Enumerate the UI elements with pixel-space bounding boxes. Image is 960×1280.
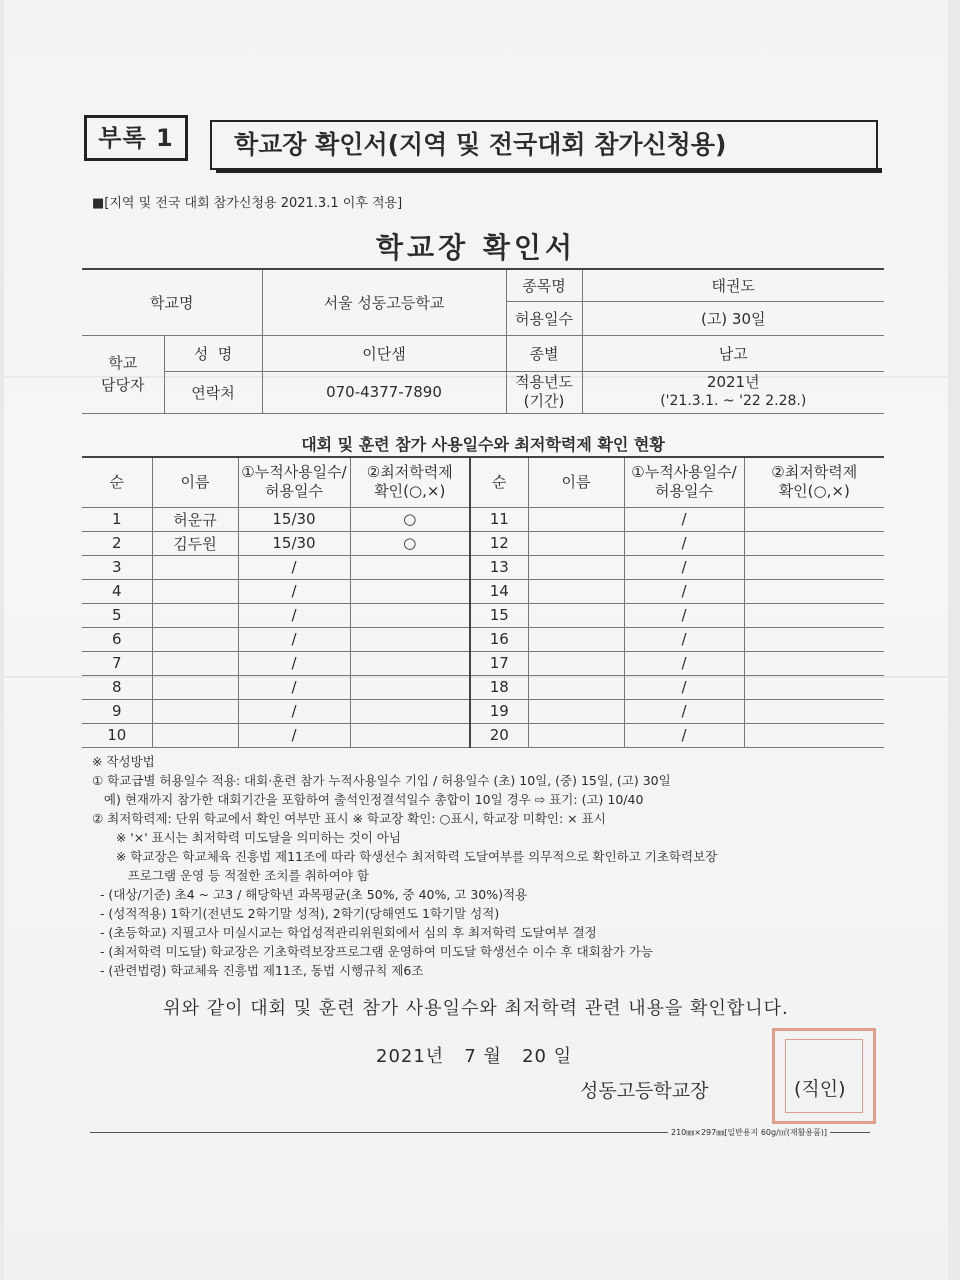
min-grade-check — [350, 675, 470, 699]
athlete-name — [528, 579, 624, 603]
issue-date: 2021년 7 월 20 일 — [376, 1046, 573, 1067]
row-number: 20 — [470, 723, 528, 747]
athlete-name — [152, 603, 238, 627]
header-name: 이름 — [152, 457, 238, 507]
header-check: ②최저학력제 확인(○,×) — [744, 457, 884, 507]
min-grade-check — [744, 579, 884, 603]
athlete-name — [528, 603, 624, 627]
days-used: / — [238, 627, 350, 651]
athlete-name — [528, 531, 624, 555]
header-days: ①누적사용일수/ 허용일수 — [624, 457, 744, 507]
athlete-name — [152, 579, 238, 603]
days-used: / — [624, 507, 744, 531]
athlete-name — [528, 627, 624, 651]
min-grade-check — [744, 555, 884, 579]
info-table — [82, 268, 884, 414]
table-row — [82, 603, 884, 627]
days-used: 15/30 — [238, 507, 350, 531]
days-used: / — [238, 651, 350, 675]
year-value: 2021년 — [706, 373, 760, 391]
header-days: ①누적사용일수/ 허용일수 — [238, 457, 350, 507]
min-grade-check — [744, 651, 884, 675]
event-value: 태권도 — [582, 269, 884, 301]
header-name: 이름 — [528, 457, 624, 507]
document-title: 학교장 확인서 — [375, 231, 577, 264]
days-used: / — [238, 579, 350, 603]
header-no: 순 — [470, 457, 528, 507]
table-row — [82, 651, 884, 675]
athlete-name — [528, 699, 624, 723]
header-check: ②최저학력제 확인(○,×) — [350, 457, 470, 507]
category-label: 종별 — [506, 335, 582, 371]
row-number: 2 — [82, 531, 152, 555]
days-used: / — [238, 603, 350, 627]
instruction-line: ② 최저학력제: 단위 학교에서 확인 여부만 표시 ※ 학교장 확인: ○표시, 학교장 미확인: × 표시 — [92, 811, 606, 826]
notice-text: ■[지역 및 전국 대회 참가신청용 2021.3.1 이후 적용] — [92, 196, 403, 211]
min-grade-check — [350, 627, 470, 651]
athlete-name: 허운규 — [152, 507, 238, 531]
athlete-name — [152, 555, 238, 579]
contact-label: 연락처 — [164, 371, 262, 413]
days-used: / — [238, 555, 350, 579]
row-number: 10 — [82, 723, 152, 747]
table-row — [82, 627, 884, 651]
athlete-name — [528, 723, 624, 747]
instruction-line: ※ '×' 표시는 최저학력 미도달을 의미하는 것이 아님 — [92, 830, 401, 845]
min-grade-check — [744, 699, 884, 723]
row-number: 1 — [82, 507, 152, 531]
row-number: 13 — [470, 555, 528, 579]
section-title: 대회 및 훈련 참가 사용일수와 최저학력제 확인 현황 — [301, 435, 665, 454]
athlete-name — [528, 555, 624, 579]
table-row — [82, 555, 884, 579]
row-number: 17 — [470, 651, 528, 675]
days-used: / — [624, 603, 744, 627]
row-number: 12 — [470, 531, 528, 555]
min-grade-check — [350, 603, 470, 627]
instruction-line: - (관련법령) 학교체육 진흥법 제11조, 동법 시행규칙 제6조 — [92, 963, 424, 978]
athlete-name — [528, 507, 624, 531]
row-number: 19 — [470, 699, 528, 723]
min-grade-check — [350, 723, 470, 747]
row-number: 5 — [82, 603, 152, 627]
row-number: 11 — [470, 507, 528, 531]
header-no: 순 — [82, 457, 152, 507]
min-grade-check — [744, 723, 884, 747]
name-label: 성 명 — [164, 335, 262, 371]
min-grade-check — [744, 507, 884, 531]
days-used: / — [624, 651, 744, 675]
athlete-name: 김두원 — [152, 531, 238, 555]
row-number: 4 — [82, 579, 152, 603]
instruction-line: 예) 현재까지 참가한 대회기간을 포함하여 출석인정결석일수 총합이 10일 경우 ⇨ 표기: (고) 10/40 — [92, 792, 644, 807]
row-number: 7 — [82, 651, 152, 675]
athlete-name — [528, 675, 624, 699]
row-number: 14 — [470, 579, 528, 603]
instruction-line: - (최저학력 미도달) 학교장은 기초학력보장프로그램 운영하여 미도달 학생선수 이수 후 대회참가 가능 — [92, 944, 653, 959]
paper-spec: 210㎜×297㎜[일반용지 60g/㎡(재활용품)] — [668, 1127, 830, 1138]
table-row — [82, 531, 884, 555]
min-grade-check: ○ — [350, 531, 470, 555]
row-number: 8 — [82, 675, 152, 699]
box-title: 학교장 확인서(지역 및 전국대회 참가신청용) — [210, 120, 878, 170]
athlete-name — [152, 699, 238, 723]
days-used: / — [238, 723, 350, 747]
athlete-name — [152, 675, 238, 699]
name-value: 이단샘 — [262, 335, 506, 371]
row-number: 9 — [82, 699, 152, 723]
document-page — [4, 0, 948, 1280]
contact-value: 070-4377-7890 — [262, 371, 506, 413]
year-label: 적용년도 (기간) — [506, 371, 582, 413]
table-row — [82, 723, 884, 747]
row-number: 16 — [470, 627, 528, 651]
year-period: ('21.3.1. ~ '22 2.28.) — [660, 393, 807, 409]
allowed-value: (고) 30일 — [582, 301, 884, 335]
manager-label: 학교 담당자 — [82, 335, 164, 413]
appendix-tag: 부록 1 — [84, 115, 188, 161]
row-number: 18 — [470, 675, 528, 699]
days-used: / — [624, 699, 744, 723]
row-number: 3 — [82, 555, 152, 579]
table-row — [82, 507, 884, 531]
min-grade-check — [350, 651, 470, 675]
principal-name: 성동고등학교장 — [580, 1080, 709, 1102]
min-grade-check — [350, 555, 470, 579]
table-row — [82, 579, 884, 603]
athlete-name — [528, 651, 624, 675]
days-used: / — [238, 675, 350, 699]
days-used: 15/30 — [238, 531, 350, 555]
instruction-line: ※ 학교장은 학교체육 진흥법 제11조에 따라 학생선수 최저학력 도달여부를 의무적으로 확인하고 기초학력보장 — [92, 849, 718, 864]
row-number: 6 — [82, 627, 152, 651]
min-grade-check — [744, 675, 884, 699]
instruction-line: - (성적적용) 1학기(전년도 2학기말 성적), 2학기(당해연도 1학기말 성적) — [92, 906, 500, 921]
writing-instructions — [92, 752, 892, 980]
days-used: / — [624, 531, 744, 555]
table-row — [82, 675, 884, 699]
row-number: 15 — [470, 603, 528, 627]
min-grade-check — [350, 579, 470, 603]
min-grade-check: ○ — [350, 507, 470, 531]
days-used: / — [624, 579, 744, 603]
instruction-line: ※ 작성방법 — [92, 754, 155, 769]
days-used: / — [624, 675, 744, 699]
instruction-line: - (대상/기준) 초4 ~ 고3 / 해당학년 과목평균(초 50%, 중 40%, 고 30%)적용 — [92, 887, 528, 902]
event-label: 종목명 — [506, 269, 582, 301]
athlete-name — [152, 723, 238, 747]
year-cell — [582, 371, 884, 413]
roster-table — [82, 456, 884, 748]
min-grade-check — [744, 627, 884, 651]
allowed-label: 허용일수 — [506, 301, 582, 335]
instruction-line: ① 학교급별 허용일수 적용: 대회·훈련 참가 누적사용일수 기입 / 허용일수 (초) 10일, (중) 15일, (고) 30일 — [92, 773, 671, 788]
table-row — [82, 699, 884, 723]
days-used: / — [238, 699, 350, 723]
confirmation-text: 위와 같이 대회 및 훈련 참가 사용일수와 최저학력 관련 내용을 확인합니다. — [163, 998, 789, 1019]
days-used: / — [624, 723, 744, 747]
seal-label: (직인) — [794, 1078, 846, 1100]
days-used: / — [624, 555, 744, 579]
min-grade-check — [744, 603, 884, 627]
min-grade-check — [350, 699, 470, 723]
instruction-line: - (초등학교) 지필고사 미실시교는 학업성적관리위원회에서 심의 후 최저학력 도달여부 결정 — [92, 925, 597, 940]
days-used: / — [624, 627, 744, 651]
athlete-name — [152, 651, 238, 675]
category-value: 남고 — [582, 335, 884, 371]
instruction-line: 프로그램 운영 등 적절한 조치를 취하여야 함 — [92, 868, 369, 883]
school-value: 서울 성동고등학교 — [262, 269, 506, 335]
min-grade-check — [744, 531, 884, 555]
athlete-name — [152, 627, 238, 651]
school-label: 학교명 — [82, 269, 262, 335]
